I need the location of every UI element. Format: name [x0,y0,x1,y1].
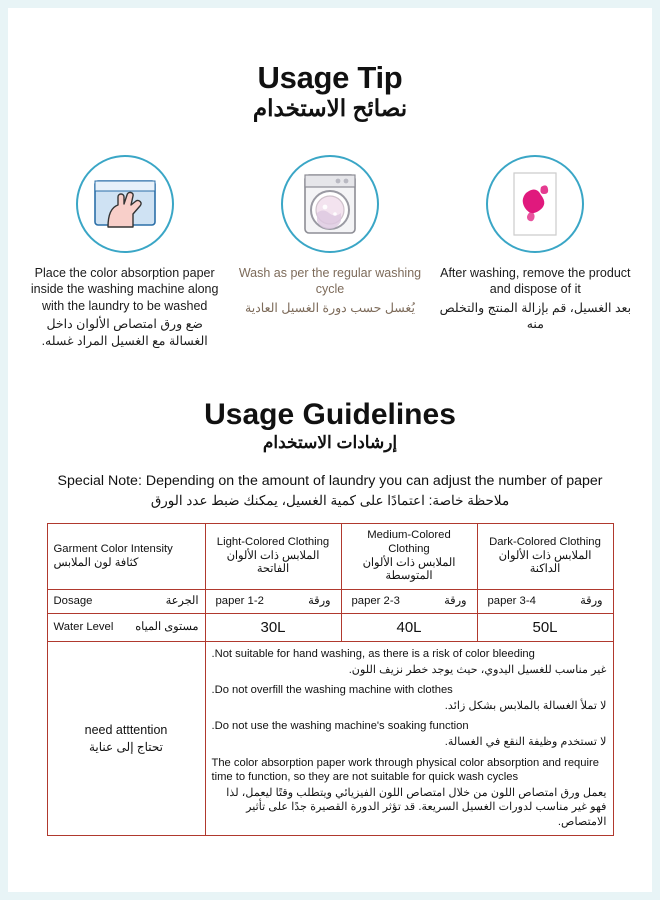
column-header-dark-ar: الملابس ذات الألوان الداكنة [498,549,592,576]
usage-tip-title-en: Usage Tip [257,60,403,95]
water-level-light: 30L [205,614,341,642]
attention-note-3-en: .Do not use the washing machine's soaking function [211,720,469,733]
dosage-light-ar: ورقة [308,594,331,607]
column-header-medium-en: Medium-Colored Clothing [367,529,451,556]
usage-step-1-text-ar: ضع ورق امتصاص الألوان داخل الغسالة مع الغسيل المراد غسله. [41,317,208,348]
usage-guidelines-title-ar: إرشادات الاستخدام [262,432,398,452]
usage-tip-title-ar: نصائح الاستخدام [252,94,408,121]
usage-step-3-text-ar: بعد الغسيل، قم بإزالة المنتج والتخلص منه [439,300,632,332]
row-label-water-level [47,614,205,642]
column-header-dark [477,524,613,589]
column-header-light [205,524,341,589]
document-card [8,8,652,892]
row-label-color-intensity-ar: كثافة لون الملابس [53,556,139,569]
usage-step-2 [227,155,432,350]
color-absorption-paper-icon [76,155,174,253]
usage-guidelines-table [47,523,614,836]
usage-step-3-text-en: After washing, remove the product and dispose of it [440,265,631,297]
column-header-light-ar: الملابس ذات الألوان الفاتحة [226,549,320,576]
column-header-dark-en: Dark-Colored Clothing [489,536,601,549]
water-level-dark: 50L [477,614,613,642]
attention-notes [205,642,613,836]
row-label-dosage-en: Dosage [53,594,93,607]
washing-machine-icon [281,155,379,253]
attention-note-1-ar: غير مناسب للغسيل اليدوي، حيث يوجد خطر نزيف اللون. [348,663,607,676]
dosage-medium [341,589,477,614]
special-note [8,473,652,510]
water-level-medium: 40L [341,614,477,642]
column-header-medium [341,524,477,589]
usage-guidelines-heading [8,399,652,453]
usage-tip-heading [8,62,652,121]
row-label-water-level-ar: مستوى المياه [135,620,199,633]
usage-steps [8,155,652,350]
usage-step-3 [433,155,638,350]
row-label-dosage-ar: الجرعة [165,594,199,607]
usage-step-2-text-en: Wash as per the regular washing cycle [238,265,422,297]
attention-label-ar: تحتاج إلى عناية [89,740,163,755]
dosage-dark [477,589,613,614]
dosage-light [205,589,341,614]
attention-note-4-ar: يعمل ورق امتصاص اللون من خلال امتصاص اللون الفيزيائي ويتطلب وقتًا ليعمل، لذا فهو غير مناسب لدورات الغسيل السريعة. قد تؤثر الدورة القصيرة جدًا على تأثير الامتصاص. [226,786,607,828]
table-row-water-level [47,614,613,642]
usage-step-1 [22,155,227,350]
attention-note-1-en: .Not suitable for hand washing, as there is a risk of color bleeding [211,648,535,661]
usage-step-2-text-ar: يُغسل حسب دورة الغسيل العادية [245,300,415,315]
row-label-color-intensity-en: Garment Color Intensity [53,543,173,556]
row-label-color-intensity [47,524,205,589]
attention-label-en: need atttention [84,723,168,738]
row-label-water-level-en: Water Level [53,620,114,633]
table-row-attention [47,642,613,836]
dosage-dark-ar: ورقة [580,594,603,607]
dosage-medium-en: paper 2-3 [351,594,400,607]
usage-step-1-text-en: Place the color absorption paper inside the washing machine along with the laundry to be washed [30,265,219,313]
attention-note-3-ar: لا تستخدم وظيفة النقع في الغسالة. [444,736,607,749]
special-note-ar: ملاحظة خاصة: اعتمادًا على كمية الغسيل، يمكنك ضبط عدد الورق [150,492,510,508]
dosage-light-en: paper 1-2 [215,594,264,607]
attention-note-2-en: .Do not overfill the washing machine with clothes [211,684,453,697]
row-label-dosage [47,589,205,614]
notes-spacer [212,714,607,718]
usage-guidelines-title-en: Usage Guidelines [204,398,456,432]
table-row-headers [47,524,613,589]
dosage-medium-ar: ورقة [444,594,467,607]
used-paper-stain-icon [486,155,584,253]
table-row-dosage [47,589,613,614]
special-note-en: Special Note: Depending on the amount of laundry you can adjust the number of paper [57,472,603,489]
notes-spacer [212,678,607,682]
dosage-dark-en: paper 3-4 [487,594,536,607]
attention-note-2-ar: لا تملأ الغسالة بالملابس بشكل زائد. [444,699,607,712]
column-header-medium-ar: الملابس ذات الألوان المتوسطة [362,556,456,583]
column-header-light-en: Light-Colored Clothing [216,536,330,549]
attention-note-4-en: The color absorption paper work through physical color absorption and require time to function, so they are not suitable for quick wash cycles [211,756,599,784]
attention-label [47,642,205,836]
notes-spacer [212,751,607,755]
